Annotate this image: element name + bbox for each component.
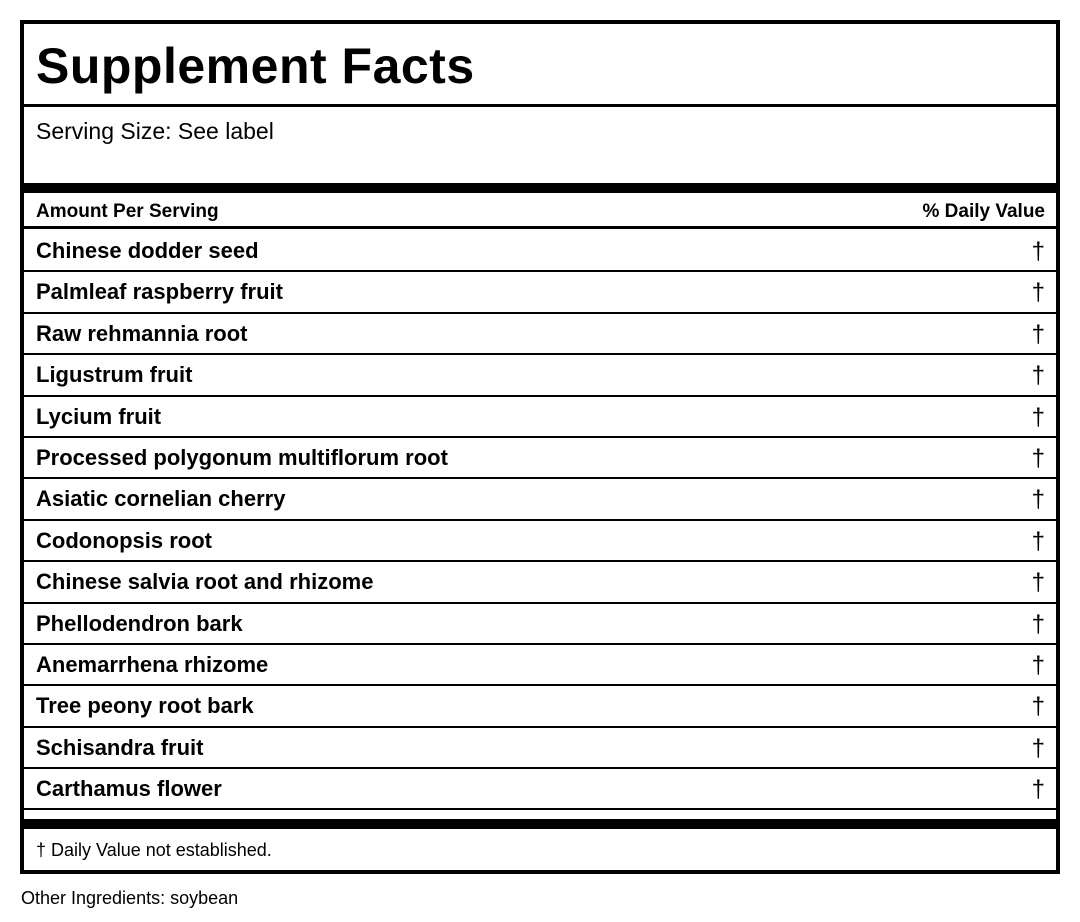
ingredient-name: Processed polygonum multiflorum root: [36, 444, 448, 470]
footnote-text: † Daily Value not established.: [36, 840, 272, 860]
daily-value-dagger: †: [1031, 444, 1045, 472]
ingredient-name: Tree peony root bark: [36, 693, 254, 719]
daily-value-dagger: †: [1031, 320, 1045, 348]
serving-size-section: [24, 107, 1056, 183]
ingredient-row: [24, 521, 1056, 562]
ingredient-row: [24, 769, 1056, 810]
ingredient-name: Anemarrhena rhizome: [36, 651, 269, 677]
ingredient-row: [24, 562, 1056, 603]
daily-value-dagger: †: [1031, 651, 1045, 679]
daily-value-dagger: †: [1031, 527, 1045, 555]
ingredient-name: Raw rehmannia root: [36, 320, 248, 346]
ingredient-row: [24, 728, 1056, 769]
ingredient-row: [24, 231, 1056, 272]
daily-value-dagger: †: [1031, 362, 1045, 390]
ingredient-row: [24, 479, 1056, 520]
ingredient-name: Chinese salvia root and rhizome: [36, 569, 374, 595]
table-header: [24, 193, 1056, 229]
ingredient-name: Palmleaf raspberry fruit: [36, 279, 283, 305]
title-section: [24, 24, 1056, 107]
ingredient-row: [24, 355, 1056, 396]
serving-size-text: Serving Size: See label: [36, 118, 274, 144]
daily-value-dagger: †: [1031, 734, 1045, 762]
thick-divider-top: [24, 183, 1056, 193]
ingredient-name: Ligustrum fruit: [36, 362, 193, 388]
ingredient-name: Chinese dodder seed: [36, 238, 259, 263]
amount-per-serving-header: Amount Per Serving: [36, 201, 219, 222]
ingredient-row: [24, 314, 1056, 355]
ingredient-name: Lycium fruit: [36, 403, 162, 429]
daily-value-dagger: †: [1031, 238, 1045, 265]
ingredient-name: Schisandra fruit: [36, 734, 204, 760]
ingredient-row: [24, 686, 1056, 727]
daily-value-dagger: †: [1031, 776, 1045, 804]
ingredient-row: [24, 645, 1056, 686]
daily-value-dagger: †: [1031, 279, 1045, 307]
footnote-section: [24, 829, 1056, 870]
ingredient-name: Codonopsis root: [36, 527, 212, 553]
daily-value-dagger: †: [1031, 486, 1045, 514]
ingredient-row: [24, 438, 1056, 479]
daily-value-header: % Daily Value: [922, 201, 1045, 222]
thick-divider-bottom: [24, 819, 1056, 829]
daily-value-dagger: †: [1031, 693, 1045, 721]
page-title: Supplement Facts: [36, 38, 475, 94]
ingredient-name: Phellodendron bark: [36, 610, 243, 636]
ingredient-name: Carthamus flower: [36, 776, 222, 802]
other-ingredients: Other Ingredients: soybean: [21, 888, 239, 908]
ingredient-row: [24, 272, 1056, 313]
supplement-facts-panel: [20, 20, 1060, 874]
ingredient-name: Asiatic cornelian cherry: [36, 486, 286, 512]
daily-value-dagger: †: [1031, 569, 1045, 597]
daily-value-dagger: †: [1031, 610, 1045, 638]
ingredient-list: [24, 231, 1056, 810]
daily-value-dagger: †: [1031, 403, 1045, 431]
ingredient-row: [24, 604, 1056, 645]
ingredient-row: [24, 397, 1056, 438]
